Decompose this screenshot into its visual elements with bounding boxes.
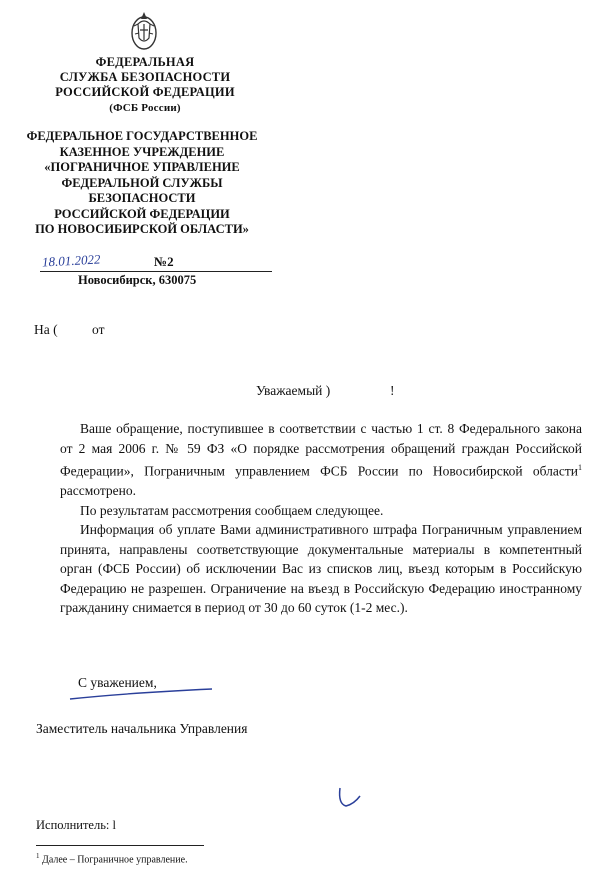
agency-short: (ФСБ России) (109, 102, 181, 114)
institution-block (8, 129, 276, 238)
performer: Исполнитель: l (36, 818, 116, 832)
footnote (36, 852, 188, 865)
registration-number: №2 (154, 254, 174, 269)
footnote-text: Далее – Пограничное управление. (39, 854, 188, 866)
footnote-ref: 1 (578, 463, 582, 472)
paragraph-1-text: Ваше обращение, поступившее в соответствии с частью 1 ст. 8 Федерального закона от 2 мая 2006 г. № 59 ФЗ «О порядке рассмотрения обращений граждан Российской Федерации», Пограничным управлением ФСБ России по Новосибирской области (60, 421, 582, 479)
greeting-end: ! (390, 383, 395, 398)
paragraph-3: Информация об уплате Вами административного штрафа Пограничным управлением принята, направлены соответствующие документальные материалы в компетентный орган (ФСБ России) об исключении Вас из списков лиц, въезд которым в Российскую Федерацию не разрешен. Ограничение на въезд в Российскую Федерацию иностранному гражданину снимается в период от 30 до 60 суток (1-2 мес.). (60, 522, 582, 615)
footnote-divider (36, 845, 204, 846)
addressee-prefix: На ( (34, 322, 58, 337)
signer-title: Заместитель начальника Управления (36, 721, 248, 736)
handwritten-date: 18.01.2022 (41, 251, 101, 270)
greeting: Уважаемый ) (256, 383, 331, 398)
footnote-mark: 1 (36, 852, 40, 860)
institution-line: РОССИЙСКОЙ ФЕДЕРАЦИИ (54, 206, 230, 221)
fsb-emblem-icon (128, 8, 160, 52)
agency-line-2: СЛУЖБА БЕЗОПАСНОСТИ (59, 70, 231, 84)
institution-line: ФЕДЕРАЛЬНОЕ ГОСУДАРСТВЕННОЕ (26, 129, 258, 143)
addressee-suffix: от (92, 322, 105, 337)
city-postcode: Новосибирск, 630075 (78, 273, 197, 287)
agency-line-3: РОССИЙСКОЙ ФЕДЕРАЦИИ (55, 85, 235, 99)
institution-line: «ПОГРАНИЧНОЕ УПРАВЛЕНИЕ (44, 160, 240, 174)
institution-line: КАЗЕННОЕ УЧРЕЖДЕНИЕ (59, 144, 225, 159)
paragraph-2: По результатам рассмотрения сообщаем следующее. (80, 502, 384, 518)
institution-line: ПО НОВОСИБИРСКОЙ ОБЛАСТИ» (35, 222, 249, 236)
paragraph-1 (60, 419, 582, 501)
institution-line: БЕЗОПАСНОСТИ (88, 191, 196, 205)
agency-line-1: ФЕДЕРАЛЬНАЯ (95, 55, 195, 69)
institution-line: ФЕДЕРАЛЬНОЙ СЛУЖБЫ (61, 175, 223, 190)
pen-stroke-icon (66, 685, 216, 703)
paragraph-1-tail: рассмотрено. (60, 483, 136, 498)
date-number-line (40, 253, 272, 272)
closing-phrase: С уважением, (78, 675, 157, 690)
letter-body (60, 419, 582, 618)
signature-icon (334, 784, 364, 812)
